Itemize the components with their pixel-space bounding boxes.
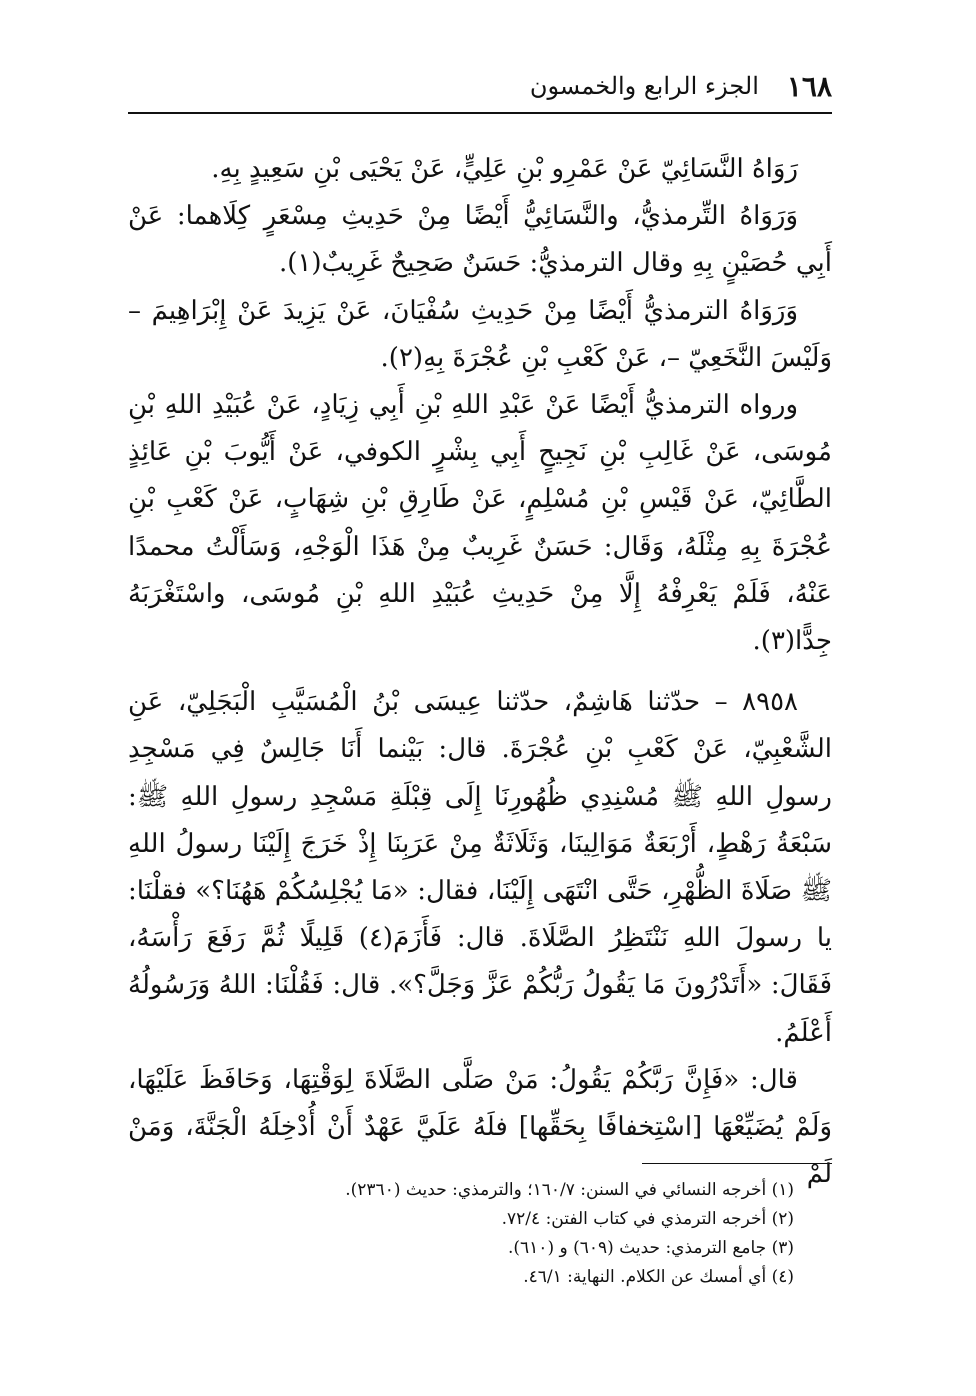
paragraph: قال: «فَإِنَّ رَبَّكُمْ يَقُولُ: مَنْ صَلَّى الصَّلَاةَ لِوَقْتِهَا، وَحَافَظَ عَلَيْهَا، وَلَمْ يُضَيِّعْهَا [اسْتِخفافًا بِحَقِّها] فلَهُ عَلَيَّ عَهْدٌ أَنْ أُدْخِلَهُ الْجَنَّةَ، وَمَنْ لَمْ bbox=[128, 1064, 832, 1190]
footnotes bbox=[128, 1176, 832, 1292]
page-header bbox=[128, 62, 832, 110]
footnote: (١) أخرجه النسائي في السنن: ١٦٠/٧؛ والترمذي: حديث (٢٣٦٠). bbox=[345, 1180, 794, 1200]
paragraph: وَرَوَاهُ التِّرمذيُّ، والنَّسَائِيُّ أَيْضًا مِنْ حَدِيثِ مِسْعَرٍ كِلَاهما: عَنْ أَبِي حُصَيْنٍ بِهِ وقال الترمذيُّ: حَسَنٌ صَحِيحٌ غَرِيبٌ(١). bbox=[128, 201, 832, 279]
hadith-paragraph: ٨٩٥٨ – حدّثنا هَاشِمٌ، حدّثنا عِيسَى بْنُ الْمُسَيَّبِ الْبَجَلِيّ، عَنِ الشَّعْبِيّ، عَنْ كَعْبِ بْنِ عُجْرَةَ. قال: بَيْنما أَنَا جَالِسٌ فِي مَسْجِدِ رسولِ اللهِ ﷺ مُسْنِدِي ظُهُورِنَا إِلَى قِبْلَةِ مَسْجِدِ رسولِ اللهِ ﷺ: سَبْعَةُ رَهْطٍ، أَرْبَعَةٌ مَوَالِينَا، وَثَلَاثَةٌ مِنْ عَرَبِنَا إِذْ خَرَجَ إِلَيْنَا رسولُ اللهِ ﷺ صَلَاةَ الظُّهْرِ، حَتَّى انْتَهَى إِلَيْنَا، فقال: «مَا يُجْلِسُكُمْ هَهُنَا؟» فقلْنَا: يا رسولَ اللهِ نَنْتَظِرُ الصَّلَاةَ. قال: فَأَزَمَ(٤) قَلِيلًا ثُمَّ رَفَعَ رَأْسَهُ، فَقَالَ: «أَتَدْرُونَ مَا يَقُولُ رَبُّكُمْ عَزَّ وَجَلَّ؟». قال: فَقُلْنَا: اللهُ وَرَسُولُهُ أَعْلَمُ. bbox=[128, 687, 832, 1048]
page-number: ١٦٨ bbox=[786, 69, 832, 103]
footnote: (٣) جامع الترمذي: حديث (٦٠٩) و (٦١٠). bbox=[508, 1238, 794, 1258]
footnote: (٤) أي أمسك عن الكلام. النهاية: ٤٦/١. bbox=[523, 1267, 794, 1287]
footnote: (٢) أخرجه الترمذي في كتاب الفتن: ٧٢/٤. bbox=[501, 1209, 794, 1229]
main-text bbox=[128, 146, 832, 1198]
footnote-divider bbox=[642, 1163, 832, 1164]
running-title: الجزء الرابع والخمسون bbox=[529, 72, 759, 100]
paragraph: وَرَوَاهُ الترمذيُّ أَيْضًا مِنْ حَدِيثِ سُفْيَانَ، عَنْ يَزِيدَ عَنْ إِبْرَاهِيمَ – وَلَيْسَ النَّخَعِيّ –، عَنْ كَعْبِ بْنِ عُجْرَةَ بِهِ(٢). bbox=[128, 295, 832, 373]
paragraph: ورواه الترمذيُّ أَيْضًا عَنْ عَبْدِ اللهِ بْنِ أَبِي زِيَادٍ، عَنْ عُبَيْدِ اللهِ بْنِ مُوسَى، عَنْ غَالِبِ بْنِ نَجِيحٍ أَبِي بِشْرٍ الكوفي، عَنْ أَيُّوبَ بْنِ عَائِذٍ الطَّائِيّ، عَنْ قَيْسِ بْنِ مُسْلِمٍ، عَنْ طَارِقِ بْنِ شِهَابٍ، عَنْ كَعْبِ بْنِ عُجْرَةَ بِهِ مِثْلَهُ، وَقَال: حَسَنٌ غَرِيبٌ مِنْ هَذَا الْوَجْهِ، وَسَأَلْتُ محمدًا عَنْهُ، فَلَمْ يَعْرِفْهُ إِلَّا مِنْ حَدِيثِ عُبَيْدِ اللهِ بْنِ مُوسَى، واسْتَغْرَبَهُ جِدًّا(٣). bbox=[128, 390, 832, 657]
header-divider bbox=[128, 112, 832, 114]
paragraph: رَوَاهُ النَّسَائِيّ عَنْ عَمْرِو بْنِ عَلِيٍّ، عَنْ يَحْيَى بْنِ سَعِيدٍ بِهِ. bbox=[211, 154, 798, 184]
